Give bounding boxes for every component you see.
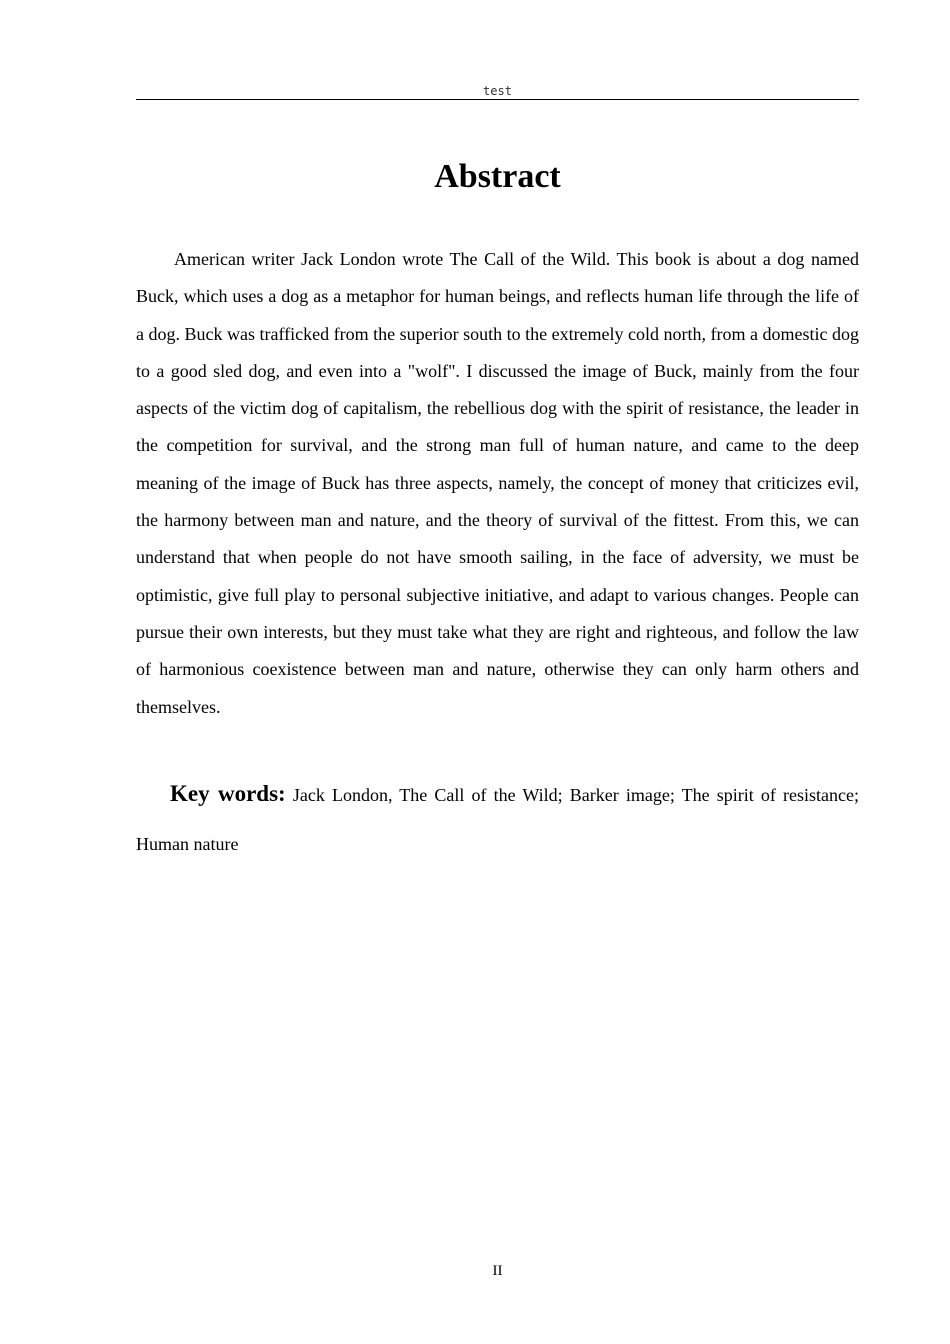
page-title: Abstract bbox=[434, 158, 561, 195]
abstract-paragraph: American writer Jack London wrote The Call of the Wild. This book is about a dog named Buck, which uses a dog as a metaphor for human beings, and reflects human life through the life of a dog. Buck was trafficked from the superior south to the extremely cold north, from a domestic dog to a good sled dog, and even into a "wolf". I discussed the image of Buck, mainly from the four aspects of the victim dog of capitalism, the rebellious dog with the spirit of resistance, the leader in the competition for survival, and the strong man full of human nature, and came to the deep meaning of the image of Buck has three aspects, namely, the concept of money that criticizes evil, the harmony between man and nature, and the theory of survival of the fittest. From this, we can understand that when people do not have smooth sailing, in the face of adversity, we must be optimistic, give full play to personal subjective initiative, and adapt to various changes. People can pursue their own interests, but they must take what they are right and righteous, and follow the law of harmonious coexistence between man and nature, otherwise they can only harm others and themselves. bbox=[136, 249, 859, 717]
keywords-paragraph bbox=[136, 769, 859, 869]
keywords-text: Jack London, The Call of the Wild; Barker image; The spirit of resistance; Human nature bbox=[136, 785, 860, 854]
page-number: II bbox=[492, 1263, 503, 1279]
header-rule bbox=[136, 99, 859, 100]
keywords-label: Key words: bbox=[170, 781, 286, 806]
running-header: test bbox=[483, 84, 512, 98]
